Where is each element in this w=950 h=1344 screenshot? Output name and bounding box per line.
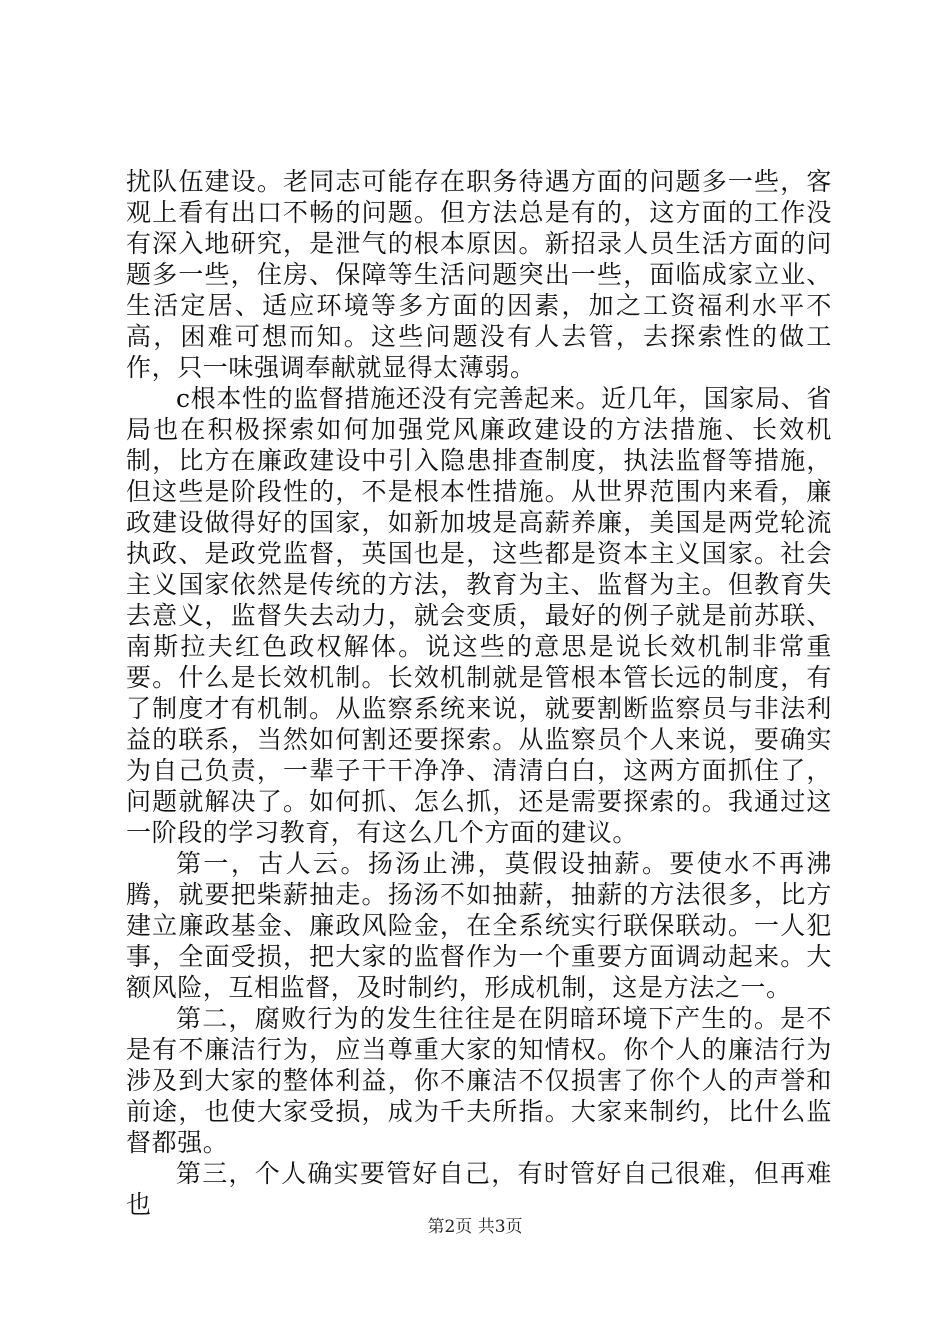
page-number-label: 第2页 共3页 <box>427 1217 523 1237</box>
paragraph-suggestion-first: 第一，古人云。扬汤止沸，莫假设抽薪。要使水不再沸腾，就要把柴薪抽走。扬汤不如抽薪，抽薪的方法很多，比方建立廉政基金、廉政风险金，在全系统实行联保联动。一人犯事，全面受损，把大家的监督作为一个重要方面调动起来。大额风险，互相监督，及时制约，形成机制，这是方法之一。 <box>126 849 832 1002</box>
paragraph-supervision-measures: c根本性的监督措施还没有完善起来。近几年，国家局、省局也在积极探索如何加强党风廉政建设的方法措施、长效机制，比方在廉政建设中引入隐患排查制度，执法监督等措施，但这些是阶段性的，不是根本性措施。从世界范围内来看，廉政建设做得好的国家，如新加坡是高薪养廉，美国是两党轮流执政、是政党监督，英国也是，这些都是资本主义国家。社会主义国家依然是传统的方法，教育为主、监督为主。但教育失去意义，监督失去动力，就会变质，最好的例子就是前苏联、南斯拉夫红色政权解体。说这些的意思是说长效机制非常重要。什么是长效机制。长效机制就是管根本管长远的制度，有了制度才有机制。从监察系统来说，就要割断监察员与非法利益的联系，当然如何割还要探索。从监察员个人来说，要确实为自己负责，一辈子干干净净、清清白白，这两方面抓住了，问题就解决了。如何抓、怎么抓，还是需要探索的。我通过这一阶段的学习教育，有这么几个方面的建议。 <box>126 384 832 847</box>
document-body <box>126 166 832 1220</box>
paragraph-continued: 扰队伍建设。老同志可能存在职务待遇方面的问题多一些，客观上看有出口不畅的问题。但方法总是有的，这方面的工作没有深入地研究，是泄气的根本原因。新招录人员生活方面的问题多一些，住房、保障等生活问题突出一些，面临成家立业、生活定居、适应环境等多方面的因素，加之工资福利水平不高，困难可想而知。这些问题没有人去管，去探索性的做工作，只一味强调奉献就显得太薄弱。 <box>126 167 832 382</box>
page-footer <box>0 1216 950 1238</box>
paragraph-suggestion-second: 第二，腐败行为的发生往往是在阴暗环境下产生的。是不是有不廉洁行为，应当尊重大家的知情权。你个人的廉洁行为涉及到大家的整体利益，你不廉洁不仅损害了你个人的声誉和前途，也使大家受损，成为千夫所指。大家来制约，比什么监督都强。 <box>126 1004 832 1157</box>
paragraph-suggestion-third: 第三，个人确实要管好自己，有时管好自己很难，但再难也 <box>126 1159 832 1219</box>
